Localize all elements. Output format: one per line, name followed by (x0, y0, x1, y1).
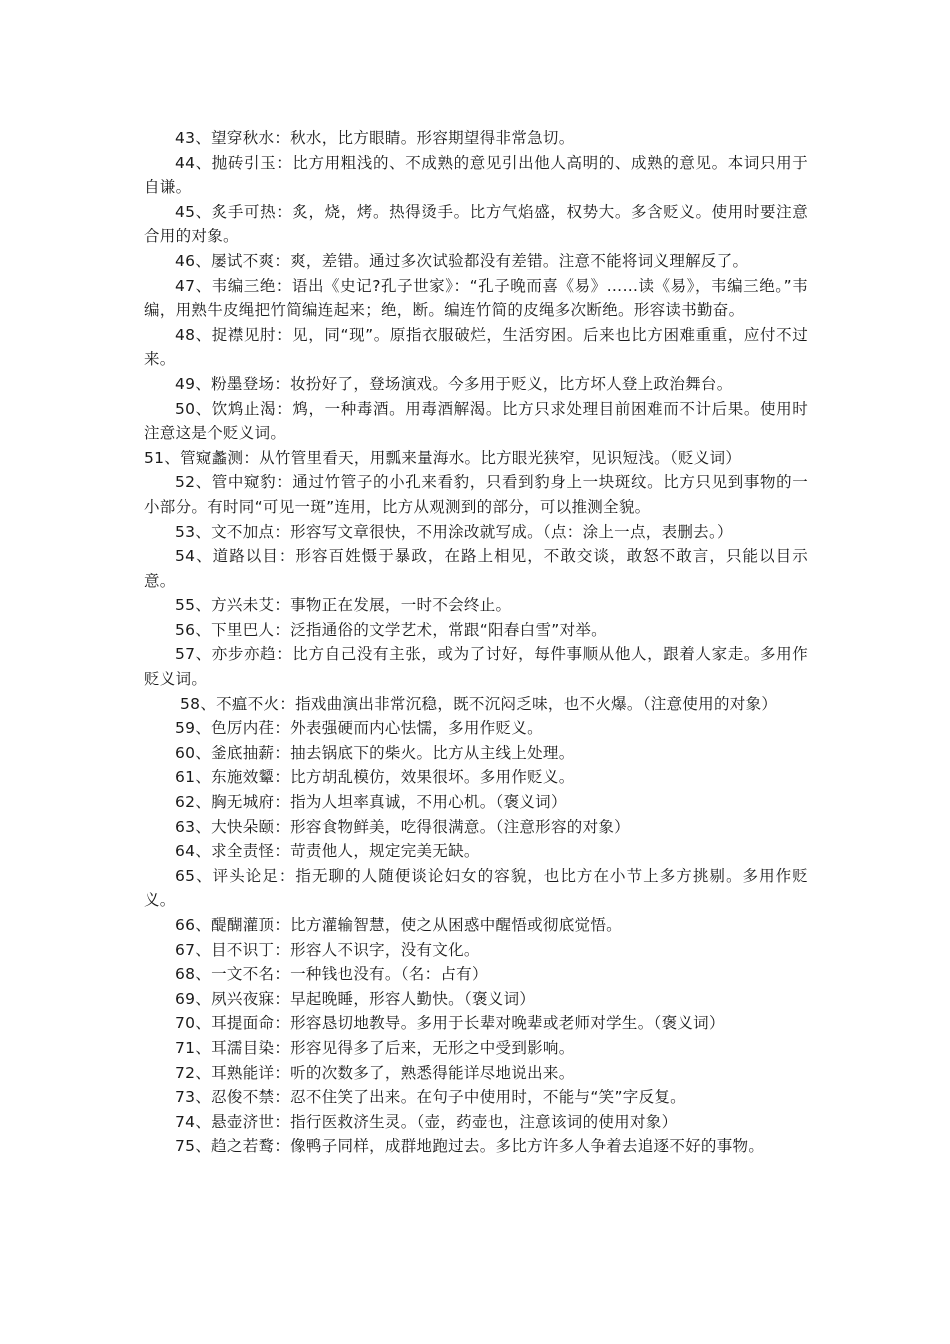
document-page (144, 126, 808, 1159)
idiom-entry-51: 51、管窥蠡测：从竹管里看天，用瓢来量海水。比方眼光狭窄，见识短浅。（贬义词） (144, 448, 742, 467)
idiom-entry-71: 71、耳濡目染：形容见得多了后来，无形之中受到影响。 (175, 1038, 575, 1057)
idiom-entry-56: 56、下里巴人：泛指通俗的文学艺术，常跟“阳春白雪”对举。 (175, 620, 607, 639)
idiom-entry-68: 68、一文不名：一种钱也没有。（名：占有） (175, 965, 488, 984)
idiom-entry-48: 48、捉襟见肘：见，同“现”。原指衣服破烂，生活穷困。后来也比方困难重重，应付不过来。 (144, 325, 808, 369)
idiom-entry-49: 49、粉墨登场：妆扮好了，登场演戏。今多用于贬义，比方坏人登上政治舞台。 (175, 374, 733, 393)
idiom-entry-43: 43、望穿秋水：秋水，比方眼睛。形容期望得非常急切。 (175, 129, 575, 147)
idiom-entry-44: 44、抛砖引玉：比方用粗浅的、不成熟的意见引出他人高明的、成熟的意见。本词只用于自谦。 (144, 153, 808, 197)
idiom-entry-69: 69、夙兴夜寐：早起晚睡，形容人勤快。（褒义词） (175, 989, 536, 1008)
idiom-entry-62: 62、胸无城府：指为人坦率真诚，不用心机。（褒义词） (175, 793, 567, 812)
idiom-entry-73: 73、忍俊不禁：忍不住笑了出来。在句子中使用时，不能与“笑”字反复。 (175, 1088, 686, 1107)
idiom-entry-61: 61、东施效颦：比方胡乱模仿，效果很坏。多用作贬义。 (175, 768, 575, 787)
idiom-entry-70: 70、耳提面命：形容恳切地教导。多用于长辈对晚辈或老师对学生。（褒义词） (175, 1014, 725, 1033)
idiom-entry-47: 47、韦编三绝：语出《史记?孔子世家》：“孔子晚而喜《易》……读《易》，韦编三绝。”韦编，用熟牛皮绳把竹简编连起来；绝，断。编连竹简的皮绳多次断绝。形容读书勤奋。 (144, 276, 808, 320)
idiom-entry-45: 45、炙手可热：炙，烧，烤。热得烫手。比方气焰盛，权势大。多含贬义。使用时要注意合用的对象。 (144, 202, 808, 246)
idiom-entry-67: 67、目不识丁：形容人不识字，没有文化。 (175, 940, 480, 959)
idiom-entry-74: 74、悬壶济世：指行医救济生灵。（壶，药壶也，注意该词的使用对象） (175, 1112, 678, 1131)
idiom-entry-46: 46、屡试不爽：爽，差错。通过多次试验都没有差错。注意不能将词义理解反了。 (175, 251, 749, 270)
idiom-entry-55: 55、方兴未艾：事物正在发展，一时不会终止。 (175, 596, 512, 615)
idiom-entry-50: 50、饮鸩止渴：鸩，一种毒酒。用毒酒解渴。比方只求处理目前困难而不计后果。使用时注意这是个贬义词。 (144, 399, 808, 443)
idiom-entry-60: 60、釜底抽薪：抽去锅底下的柴火。比方从主线上处理。 (175, 743, 575, 762)
idiom-entry-57: 57、亦步亦趋：比方自己没有主张，或为了讨好，每件事顺从他人，跟着人家走。多用作贬义词。 (144, 645, 808, 689)
idiom-entry-53: 53、文不加点：形容写文章很快，不用涂改就写成。（点：涂上一点，表删去。） (175, 522, 733, 541)
idiom-entry-64: 64、求全责怪：苛责他人，规定完美无缺。 (175, 842, 480, 861)
idiom-entry-63: 63、大快朵颐：形容食物鲜美，吃得很满意。（注意形容的对象） (175, 817, 630, 836)
idiom-entry-54: 54、道路以目：形容百姓慑于暴政，在路上相见，不敢交谈，敢怒不敢言，只能以目示意。 (144, 547, 808, 590)
idiom-entry-75: 75、趋之若鹜：像鸭子同样，成群地跑过去。多比方许多人争着去追逐不好的事物。 (175, 1137, 765, 1156)
idiom-entry-58: 58、不瘟不火：指戏曲演出非常沉稳，既不沉闷乏味，也不火爆。（注意使用的对象） (180, 694, 778, 713)
idiom-entry-72: 72、耳熟能详：听的次数多了，熟悉得能详尽地说出来。 (175, 1063, 575, 1082)
idiom-entry-52: 52、管中窥豹：通过竹管子的小孔来看豹，只看到豹身上一块斑纹。比方只见到事物的一小部分。有时同“可见一斑”连用，比方从观测到的部分，可以推测全貌。 (144, 473, 808, 516)
idiom-entry-65: 65、评头论足：指无聊的人随便谈论妇女的容貌，也比方在小节上多方挑剔。多用作贬义。 (144, 866, 808, 910)
idiom-entry-59: 59、色厉内荏：外表强硬而内心怯懦，多用作贬义。 (175, 719, 543, 738)
idiom-entry-66: 66、醍醐灌顶：比方灌输智慧，使之从困惑中醒悟或彻底觉悟。 (175, 916, 622, 934)
